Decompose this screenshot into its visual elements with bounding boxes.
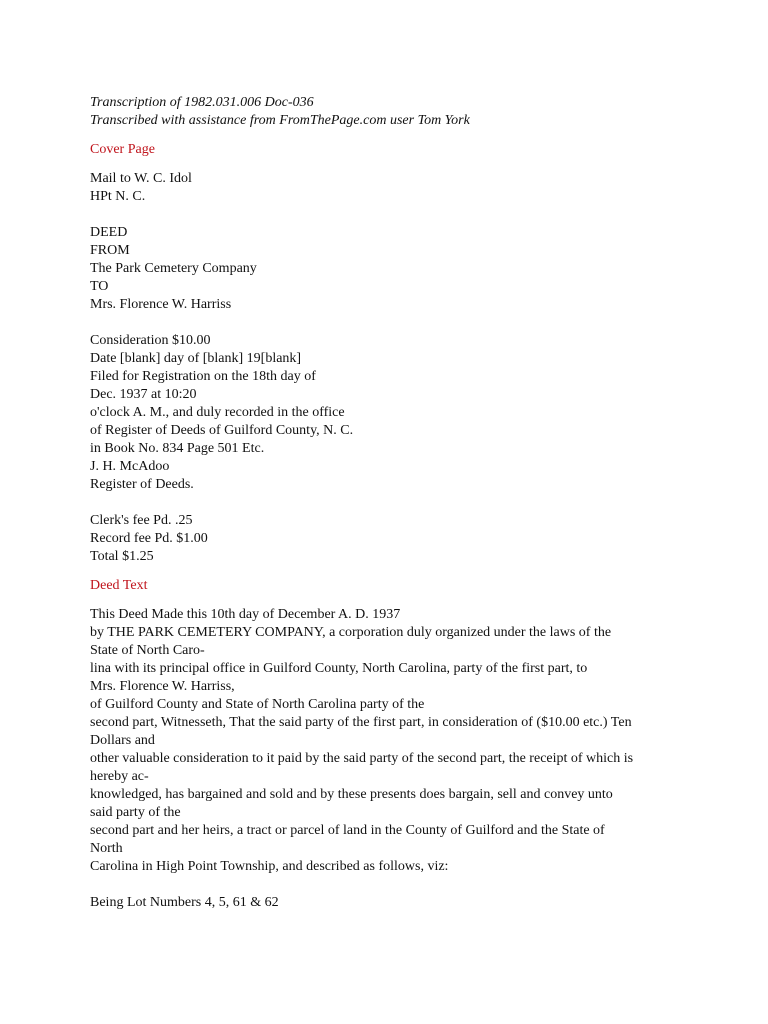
deed-body-line: second part and her heirs, a tract or parcel of land in the County of Guilford and the State of: [90, 823, 605, 838]
fees-block: [90, 512, 690, 566]
deed-body-line: knowledged, has bargained and sold and by these presents does bargain, sell and convey unto: [90, 787, 613, 802]
registration-line: Date [blank] day of [blank] 19[blank]: [90, 351, 302, 366]
deed-body-line: hereby ac-: [90, 769, 149, 784]
deed-label: DEED: [90, 225, 128, 240]
deed-body: [90, 606, 690, 876]
deed-body-line: Mrs. Florence W. Harriss,: [90, 679, 235, 694]
deed-body-line: North: [90, 841, 123, 856]
grantee-name: Mrs. Florence W. Harriss: [90, 297, 232, 312]
registration-line: in Book No. 834 Page 501 Etc.: [90, 441, 265, 456]
deed-parties-block: [90, 224, 690, 314]
registration-block: [90, 332, 690, 494]
deed-body-line: Carolina in High Point Township, and described as follows, viz:: [90, 859, 449, 874]
lot-numbers-line: Being Lot Numbers 4, 5, 61 & 62: [90, 895, 279, 910]
registration-line: o'clock A. M., and duly recorded in the office: [90, 405, 345, 420]
deed-body-line: State of North Caro-: [90, 643, 205, 658]
transcription-title: Transcription of 1982.031.006 Doc-036: [90, 95, 314, 110]
deed-body-line: said party of the: [90, 805, 181, 820]
deed-body-line: of Guilford County and State of North Carolina party of the: [90, 697, 425, 712]
deed-body-line: lina with its principal office in Guilford County, North Carolina, party of the first part, to: [90, 661, 588, 676]
mail-line: HPt N. C.: [90, 189, 146, 204]
fee-line: Record fee Pd. $1.00: [90, 531, 208, 546]
grantor-name: The Park Cemetery Company: [90, 261, 257, 276]
registration-line: of Register of Deeds of Guilford County, N. C.: [90, 423, 354, 438]
fee-line: Clerk's fee Pd. .25: [90, 513, 193, 528]
registration-line: Register of Deeds.: [90, 477, 194, 492]
cover-page-heading: Cover Page: [90, 142, 155, 157]
from-label: FROM: [90, 243, 130, 258]
deed-body-line: second part, Witnesseth, That the said party of the first part, in consideration of ($10.00 etc.) Ten: [90, 715, 632, 730]
registration-line: J. H. McAdoo: [90, 459, 170, 474]
deed-text-heading: Deed Text: [90, 578, 148, 593]
deed-body-line: Dollars and: [90, 733, 155, 748]
transcription-page: [90, 94, 690, 912]
mail-line: Mail to W. C. Idol: [90, 171, 192, 186]
registration-line: Consideration $10.00: [90, 333, 211, 348]
deed-body-line: other valuable consideration to it paid by the said party of the second part, the receipt of which is: [90, 751, 634, 766]
deed-body-line: by THE PARK CEMETERY COMPANY, a corporation duly organized under the laws of the: [90, 625, 612, 640]
registration-line: Dec. 1937 at 10:20: [90, 387, 197, 402]
registration-line: Filed for Registration on the 18th day of: [90, 369, 316, 384]
fee-line: Total $1.25: [90, 549, 154, 564]
deed-body-line: This Deed Made this 10th day of December A. D. 1937: [90, 607, 401, 622]
to-label: TO: [90, 279, 109, 294]
transcription-credit: Transcribed with assistance from FromThePage.com user Tom York: [90, 113, 470, 128]
mail-block: [90, 170, 690, 206]
